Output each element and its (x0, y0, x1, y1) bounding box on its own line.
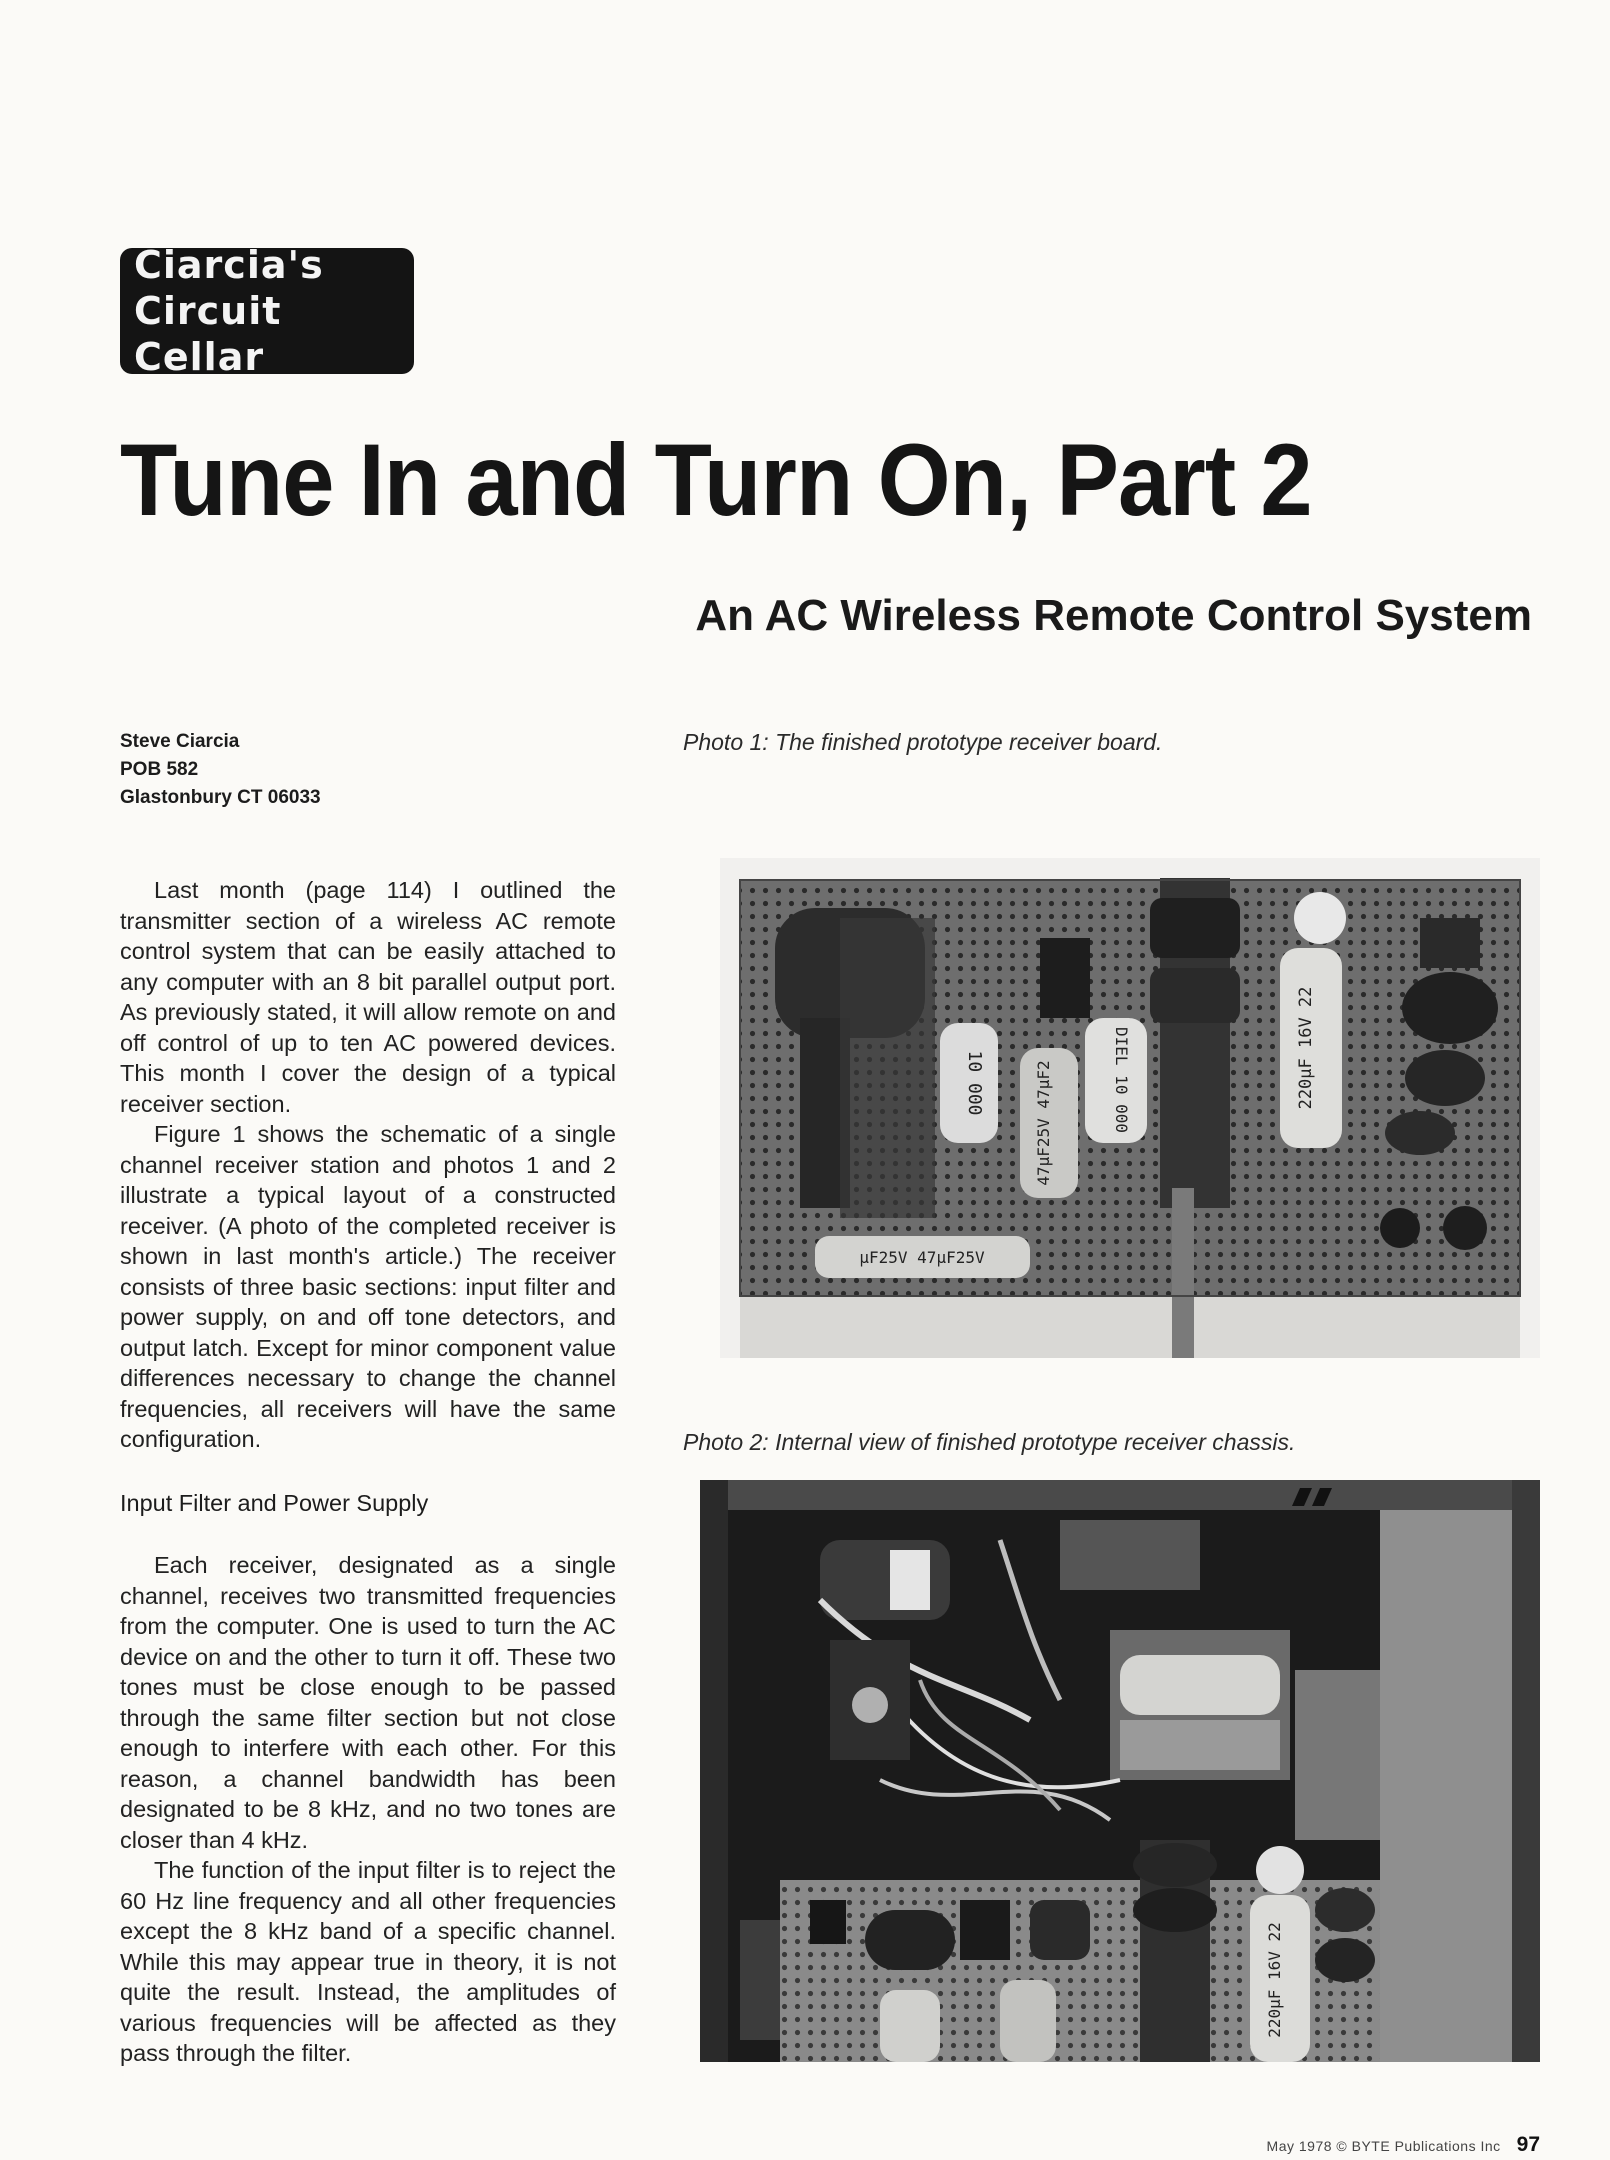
article-title: Tune In and Turn On, Part 2 (120, 423, 1312, 537)
column-logo-badge (120, 243, 414, 379)
photo-1-label-cap-a: 10 000 (964, 1050, 985, 1116)
badge-line-1: Ciarcia's (134, 243, 324, 287)
photo-1-label-cap-d: 220µF 16V 22 (1296, 986, 1316, 1110)
article-subtitle: An AC Wireless Remote Control System (695, 591, 1532, 640)
photo-2-label-cap: 220µF 16V 22 (1265, 1922, 1284, 2038)
paragraph-1: Last month (page 114) I outlined the transmitter section of a wireless AC remote control system that can be easily attached to any computer with an 8 bit parallel output port. As previously stated, it will allow remote on and off control of up to ten AC powered devices. This month I cover the design of a typical receiver section. (120, 877, 616, 1117)
page-number: 97 (1516, 2133, 1540, 2156)
photo-1-receiver-board (720, 858, 1540, 1358)
author-name: Steve Ciarcia (120, 731, 240, 752)
badge-line-2: Circuit Cellar (134, 289, 282, 379)
photo-1-caption: Photo 1: The finished prototype receiver board. (683, 729, 1163, 755)
photo-1-label-cap-c: DIEL 10 000 (1112, 1027, 1131, 1133)
author-city: Glastonbury CT 06033 (120, 787, 321, 808)
author-box: POB 582 (120, 759, 199, 780)
paragraph-2: Figure 1 shows the schematic of a single channel receiver station and photos 1 and 2 illustrate a typical layout of a constructed receiver. (A photo of the completed receiver is shown in last month's article.) The receiver consists of three basic sections: input filter and power supply, on and off tone detectors, and output latch. Except for minor component value differences necessary to change the channel frequencies, all receivers will have the same configuration. (120, 1121, 616, 1452)
body-column-top (120, 875, 616, 1455)
body-column-bottom (120, 1550, 616, 2069)
author-block (120, 728, 321, 812)
photo-2-caption: Photo 2: Internal view of finished prototype receiver chassis. (683, 1429, 1296, 1455)
photo-1-label-cap-b: 47µF25V 47µF2 (1034, 1060, 1053, 1186)
page-footer (1180, 2133, 1540, 2157)
paragraph-3: Each receiver, designated as a single channel, receives two transmitted frequencies from the computer. One is used to turn the AC device on and the other to turn it off. These two tones must be close enough to be passed through the same filter section but not close enough to interfere with each other. For this reason, a channel bandwidth has been designated to be 8 kHz, and no two tones are closer than 4 kHz. (120, 1552, 616, 1853)
photo-2-receiver-chassis (700, 1480, 1540, 2062)
section-heading: Input Filter and Power Supply (120, 1490, 429, 1516)
paragraph-4: The function of the input filter is to reject the 60 Hz line frequency and all other frequencies except the 8 kHz band of a specific channel. While this may appear true in theory, it is not quite the result. Instead, the amplitudes of various frequencies will be affected as they pass through the filter. (120, 1857, 616, 2066)
footer-publisher: May 1978 © BYTE Publications Inc (1266, 2138, 1501, 2154)
photo-1-label-cap-e: µF25V 47µF25V (859, 1248, 985, 1267)
